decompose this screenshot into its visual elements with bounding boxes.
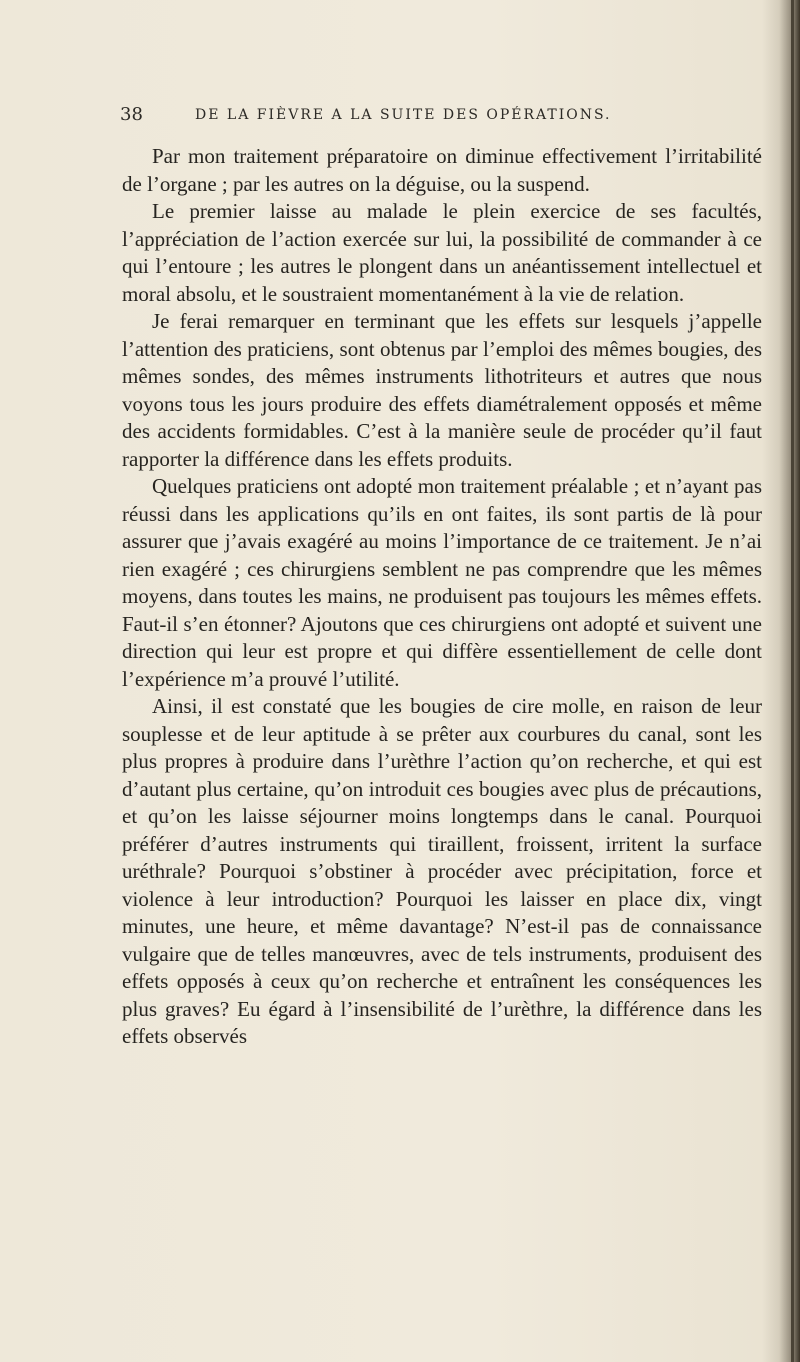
page-header [120,104,760,136]
body-text [122,143,762,1051]
paragraph: Je ferai remarquer en terminant que les effets sur lesquels j’appelle l’attention des praticiens, sont obtenus par l’emploi des mêmes bougies, des mêmes sondes, des mêmes instruments lithotriteurs et autres que nous voyons tous les jours produire des effets diamétralement opposés et même des accidents formidables. C’est à la manière seule de procéder qu’il faut rapporter la différence dans les effets produits. [122,309,762,471]
page-edge-line [791,0,794,1362]
paragraph: Le premier laisse au malade le plein exercice de ses facultés, l’appréciation de l’action exercée sur lui, la possibilité de commander à ce qui l’entoure ; les autres le plongent dans un anéantissement intellectuel et moral absolu, et le soustraient momentanément à la vie de relation. [122,199,762,306]
running-head: DE LA FIÈVRE A LA SUITE DES OPÉRATIONS. [195,107,612,123]
page-number: 38 [120,104,143,125]
paragraph: Quelques praticiens ont adopté mon traitement préalable ; et n’ayant pas réussi dans les applications qu’ils en ont faites, ils sont partis de là pour assurer que j’avais exagéré au moins l’importance de ce traitement. Je n’ai rien exagéré ; ces chirurgiens semblent ne pas comprendre que les mêmes moyens, dans toutes les mains, ne produisent pas toujours les mêmes effets. Faut-il s’en étonner? Ajoutons que ces chirurgiens ont adopté et suivent une direction qui leur est propre et qui diffère essentiellement de celle dont l’expérience m’a prouvé l’utilité. [122,474,762,691]
paragraph: Ainsi, il est constaté que les bougies de cire molle, en raison de leur souplesse et de leur aptitude à se prêter aux courbures du canal, sont les plus propres à produire dans l’urèthre l’action qu’on recherche, et qui est d’autant plus certaine, qu’on introduit ces bougies avec plus de précautions, et qu’on les laisse séjourner moins longtemps dans le canal. Pourquoi préférer d’autres instruments qui tiraillent, froissent, irritent la surface uréthrale? Pourquoi s’obstiner à procéder avec précipitation, force et violence à leur introduction? Pourquoi les laisser en place dix, vingt minutes, une heure, et même davantage? N’est-il pas de connaissance vulgaire que de telles manœuvres, avec de tels instruments, produisent des effets opposés à ceux qu’on recherche et entraînent les conséquences les plus graves? Eu égard à l’insensibilité de l’urèthre, la différence dans les effets observés [122,694,762,1048]
paragraph: Par mon traitement préparatoire on diminue effectivement l’irritabilité de l’organe ; par les autres on la déguise, ou la suspend. [122,144,762,196]
page-edge-shadow [762,0,800,1362]
